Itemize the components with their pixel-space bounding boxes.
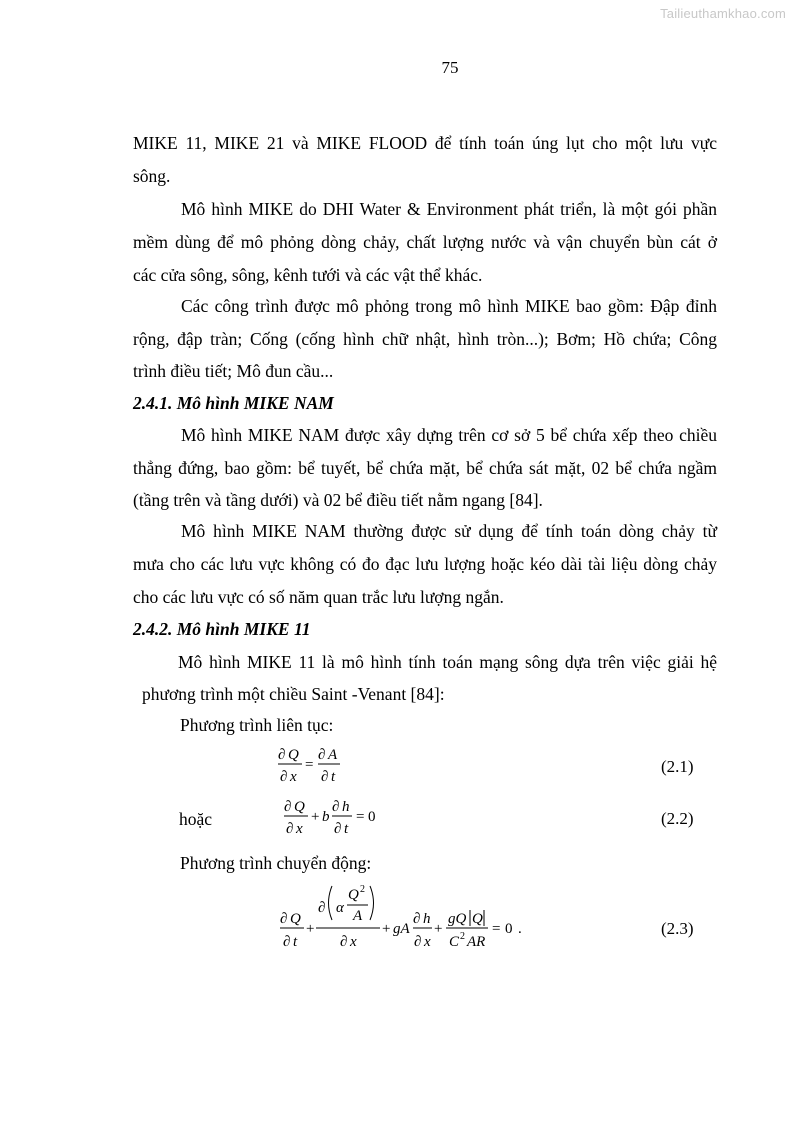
page-number: 75: [441, 58, 459, 77]
equation-number: (2.3): [661, 919, 694, 938]
svg-text:gQ: gQ: [448, 911, 467, 927]
svg-text:Q: Q: [290, 911, 301, 927]
paragraph-line: Mô hình MIKE NAM được xây dựng trên cơ sở 5 bể chứa xếp theo chiều: [181, 425, 717, 445]
paragraph-line: các cửa sông, sông, kênh tưới và các vật thể khác.: [133, 265, 483, 285]
paragraph-line: cho các lưu vực có số năm quan trắc lưu lượng ngắn.: [133, 587, 504, 607]
svg-text:C: C: [449, 934, 460, 950]
svg-text:A: A: [328, 747, 338, 763]
svg-text:Q: Q: [294, 799, 305, 815]
equation-number: (2.1): [661, 757, 694, 776]
watermark: Tailieuthamkhao.com: [660, 6, 786, 21]
equation-number: (2.2): [661, 809, 694, 828]
svg-text:∂: ∂: [413, 911, 421, 927]
svg-text:+: +: [311, 809, 320, 825]
svg-text:∂: ∂: [280, 769, 288, 785]
paragraph-line: Phương trình chuyển động:: [180, 853, 372, 873]
equation-2-2: [276, 794, 386, 840]
svg-text:+: +: [382, 921, 391, 937]
svg-text:b: b: [322, 809, 330, 825]
svg-text:∂: ∂: [332, 799, 340, 815]
svg-text:∂: ∂: [286, 821, 294, 837]
svg-text:t: t: [331, 769, 336, 785]
svg-text:0: 0: [368, 809, 376, 825]
svg-text:2: 2: [460, 931, 465, 942]
svg-text:A: A: [353, 908, 363, 924]
svg-text:t: t: [344, 821, 349, 837]
svg-text:AR: AR: [467, 934, 486, 950]
svg-text:∂: ∂: [334, 821, 342, 837]
paragraph-line: Phương trình liên tục:: [180, 715, 334, 735]
svg-text:∂: ∂: [318, 900, 326, 916]
svg-text:+: +: [434, 921, 443, 937]
svg-text:x: x: [296, 821, 303, 837]
svg-text:2: 2: [360, 884, 365, 895]
svg-text:t: t: [293, 934, 298, 950]
svg-text:∂: ∂: [283, 934, 291, 950]
paragraph-line: sông.: [133, 166, 171, 186]
section-heading: 2.4.2. Mô hình MIKE 11: [133, 619, 311, 639]
paragraph-line: Mô hình MIKE do DHI Water & Environment phát triển, là một gói phần: [181, 199, 717, 219]
svg-text:∂: ∂: [414, 934, 422, 950]
paragraph-line: thẳng đứng, bao gồm: bể tuyết, bể chứa mặt, bể chứa sát mặt, 02 bể chứa ngầm: [133, 458, 717, 478]
svg-text:=: =: [305, 757, 314, 773]
paragraph-line: trình điều tiết; Mô đun cầu...: [133, 361, 334, 381]
svg-text:x: x: [290, 769, 297, 785]
svg-text:∂: ∂: [318, 747, 326, 763]
svg-text:+: +: [306, 921, 315, 937]
paragraph-line: hoặc: [179, 809, 213, 829]
svg-text:∂: ∂: [321, 769, 329, 785]
svg-text:∂: ∂: [280, 911, 288, 927]
section-heading: 2.4.1. Mô hình MIKE NAM: [133, 393, 334, 413]
paragraph-line: Các công trình được mô phỏng trong mô hình MIKE bao gồm: Đập đỉnh: [181, 296, 717, 316]
paragraph-line: Mô hình MIKE NAM thường được sử dụng để tính toán dòng chảy từ: [181, 521, 717, 541]
paragraph-line: MIKE 11, MIKE 21 và MIKE FLOOD để tính toán úng lụt cho một lưu vực: [133, 133, 717, 153]
svg-text:Q: Q: [472, 911, 483, 927]
paragraph-line: mềm dùng để mô phỏng dòng chảy, chất lượng nước và vận chuyển bùn cát ở: [133, 232, 717, 252]
equation-2-3: [270, 882, 540, 952]
svg-text:Q: Q: [288, 747, 299, 763]
svg-text:∂: ∂: [340, 934, 348, 950]
paragraph-line: rộng, đập tràn; Cống (cống hình chữ nhật, hình tròn...); Bơm; Hồ chứa; Công: [133, 329, 717, 349]
paragraph-line: mưa cho các lưu vực không có đo đạc lưu lượng hoặc kéo dài tài liệu dòng chảy: [133, 554, 717, 574]
paragraph-line: Mô hình MIKE 11 là mô hình tính toán mạng sông dựa trên việc giải hệ: [178, 652, 717, 672]
svg-text:=: =: [492, 921, 501, 937]
svg-text:.: .: [518, 921, 522, 937]
paragraph-line: (tầng trên và tầng dưới) và 02 bể điều tiết nằm ngang [84].: [133, 490, 543, 510]
svg-text:Q: Q: [348, 887, 359, 903]
equation-2-1: [270, 742, 360, 788]
svg-text:0: 0: [505, 921, 513, 937]
svg-text:h: h: [342, 799, 350, 815]
svg-text:x: x: [350, 934, 357, 950]
svg-text:=: =: [356, 809, 365, 825]
svg-text:h: h: [423, 911, 431, 927]
svg-text:∂: ∂: [284, 799, 292, 815]
svg-text:∂: ∂: [278, 747, 286, 763]
svg-text:x: x: [424, 934, 431, 950]
svg-text:α: α: [336, 900, 344, 916]
paragraph-line: phương trình một chiều Saint -Venant [84]:: [142, 684, 445, 704]
svg-text:gA: gA: [393, 921, 410, 937]
